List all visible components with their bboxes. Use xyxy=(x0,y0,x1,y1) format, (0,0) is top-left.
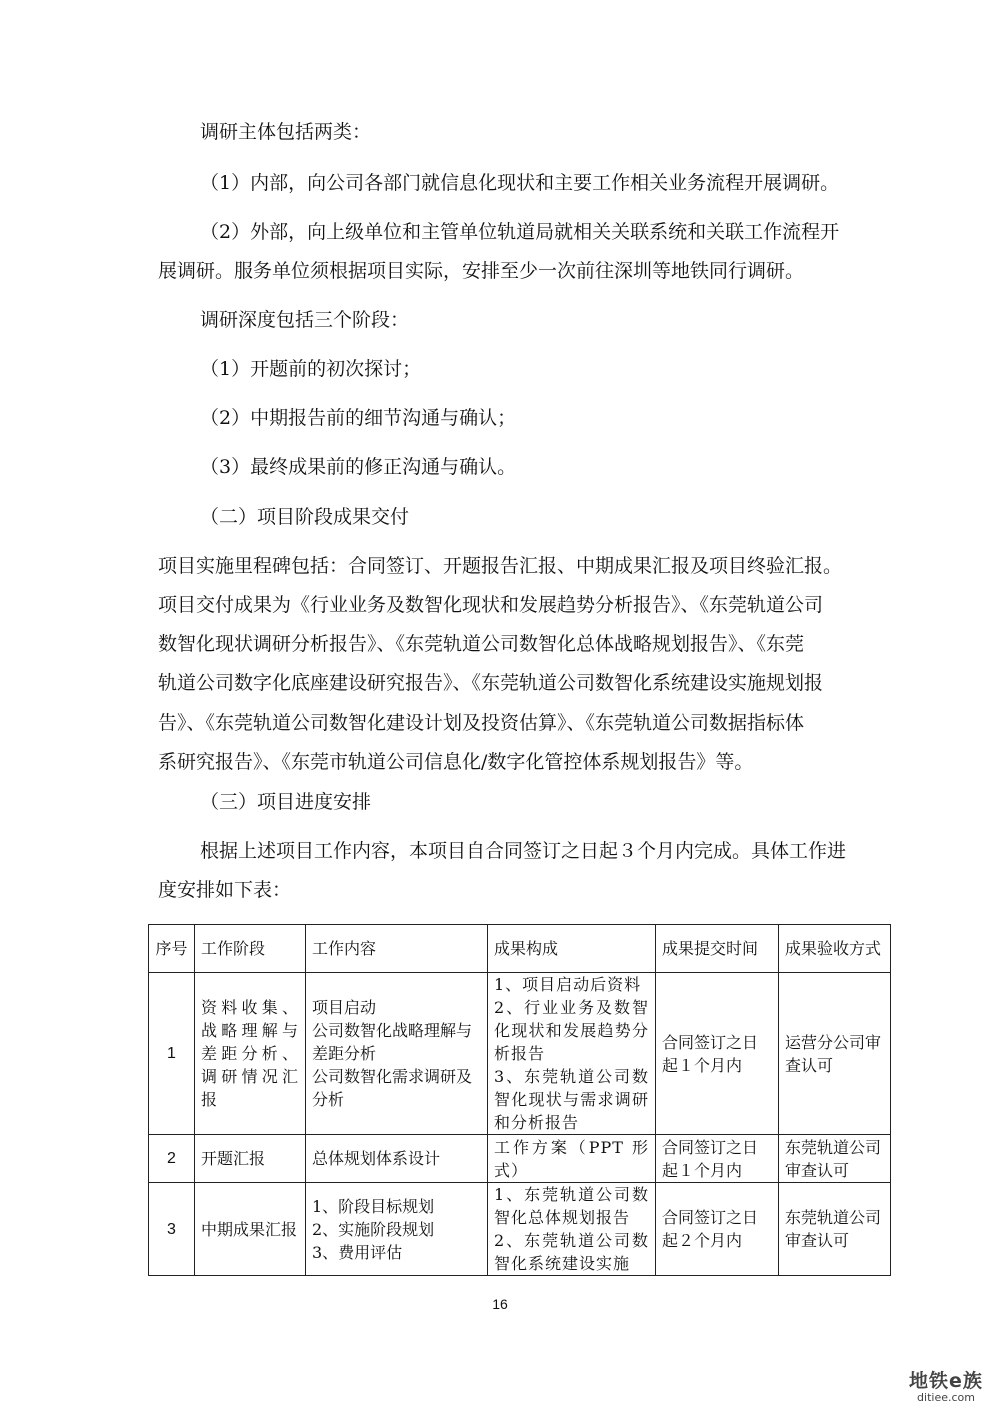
table-header-row xyxy=(149,925,891,973)
row-seq: 1 xyxy=(149,973,195,1135)
row-accept: 东莞轨道公司审查认可 xyxy=(779,1135,891,1183)
paragraph-deliverables-line6: 系研究报告》、《东莞市轨道公司信息化/数字化管控体系规划报告》等。 xyxy=(158,751,754,773)
watermark-sub-text: ditiee.com xyxy=(917,1391,975,1404)
row-result: 1、东莞轨道公司数智化总体规划报告 2、东莞轨道公司数智化系统建设实施 xyxy=(488,1183,656,1276)
list-item-stage-1: （1）开题前的初次探讨； xyxy=(200,358,422,380)
watermark-logo xyxy=(904,1366,988,1404)
row-time: 合同签订之日起１个月内 xyxy=(656,973,779,1135)
paragraph-research-depth: 调研深度包括三个阶段： xyxy=(200,309,410,331)
list-item-stage-3: （3）最终成果前的修正沟通与确认。 xyxy=(200,456,517,478)
row-time: 合同签订之日起２个月内 xyxy=(656,1183,779,1276)
row-stage: 中期成果汇报 xyxy=(195,1183,306,1276)
paragraph-schedule-line2: 度安排如下表： xyxy=(158,879,292,901)
row-stage: 资料收集、战略理解与差距分析、调研情况汇报 xyxy=(195,973,306,1135)
paragraph-deliverables-line1: 项目实施里程碑包括：合同签订、开题报告汇报、中期成果汇报及项目终验汇报。 xyxy=(158,555,843,577)
table-row xyxy=(149,973,891,1135)
header-result: 成果构成 xyxy=(488,925,656,973)
row-result: 1、项目启动后资料 2、行业业务及数智化现状和发展趋势分析报告 3、东莞轨道公司数智化现状与需求调研和分析报告 xyxy=(488,973,656,1135)
row-content: 总体规划体系设计 xyxy=(306,1135,488,1183)
schedule-table xyxy=(148,924,891,1276)
row-content: 1、阶段目标规划 2、实施阶段规划 3、费用评估 xyxy=(306,1183,488,1276)
paragraph-external-research-line2: 展调研。服务单位须根据项目实际，安排至少一次前往深圳等地铁同行调研。 xyxy=(158,260,805,282)
header-stage: 工作阶段 xyxy=(195,925,306,973)
table-row xyxy=(149,1183,891,1276)
row-accept: 东莞轨道公司审查认可 xyxy=(779,1183,891,1276)
paragraph-deliverables-line4: 轨道公司数字化底座建设研究报告》、《东莞轨道公司数智化系统建设实施规划报 xyxy=(158,672,824,694)
table-row xyxy=(149,1135,891,1183)
watermark-main-text: 地铁e族 xyxy=(909,1370,983,1392)
row-content: 项目启动 公司数智化战略理解与差距分析 公司数智化需求调研及分析 xyxy=(306,973,488,1135)
section-heading-schedule: （三）项目进度安排 xyxy=(200,791,372,813)
paragraph-deliverables-line5: 告》、《东莞轨道公司数智化建设计划及投资估算》、《东莞轨道公司数据指标体 xyxy=(158,712,805,734)
header-content: 工作内容 xyxy=(306,925,488,973)
paragraph-deliverables-line2: 项目交付成果为《行业业务及数智化现状和发展趋势分析报告》、《东莞轨道公司 xyxy=(158,594,824,616)
row-stage: 开题汇报 xyxy=(195,1135,306,1183)
paragraph-research-subjects: 调研主体包括两类： xyxy=(200,121,372,143)
row-accept: 运营分公司审查认可 xyxy=(779,973,891,1135)
row-time: 合同签订之日起１个月内 xyxy=(656,1135,779,1183)
header-time: 成果提交时间 xyxy=(656,925,779,973)
row-result: 工作方案（PPT 形式） xyxy=(488,1135,656,1183)
header-seq: 序号 xyxy=(149,925,195,973)
paragraph-external-research-line1: （2）外部，向上级单位和主管单位轨道局就相关关联系统和关联工作流程开 xyxy=(200,221,840,243)
page-number: 16 xyxy=(492,1296,508,1312)
row-seq: 3 xyxy=(149,1183,195,1276)
header-accept: 成果验收方式 xyxy=(779,925,891,973)
paragraph-schedule-line1: 根据上述项目工作内容，本项目自合同签订之日起３个月内完成。具体工作进 xyxy=(200,840,847,862)
section-heading-deliverables: （二）项目阶段成果交付 xyxy=(200,506,410,528)
paragraph-deliverables-line3: 数智化现状调研分析报告》、《东莞轨道公司数智化总体战略规划报告》、《东莞 xyxy=(158,633,805,655)
row-seq: 2 xyxy=(149,1135,195,1183)
list-item-stage-2: （2）中期报告前的细节沟通与确认； xyxy=(200,407,517,429)
paragraph-internal-research: （1）内部，向公司各部门就信息化现状和主要工作相关业务流程开展调研。 xyxy=(200,172,840,194)
